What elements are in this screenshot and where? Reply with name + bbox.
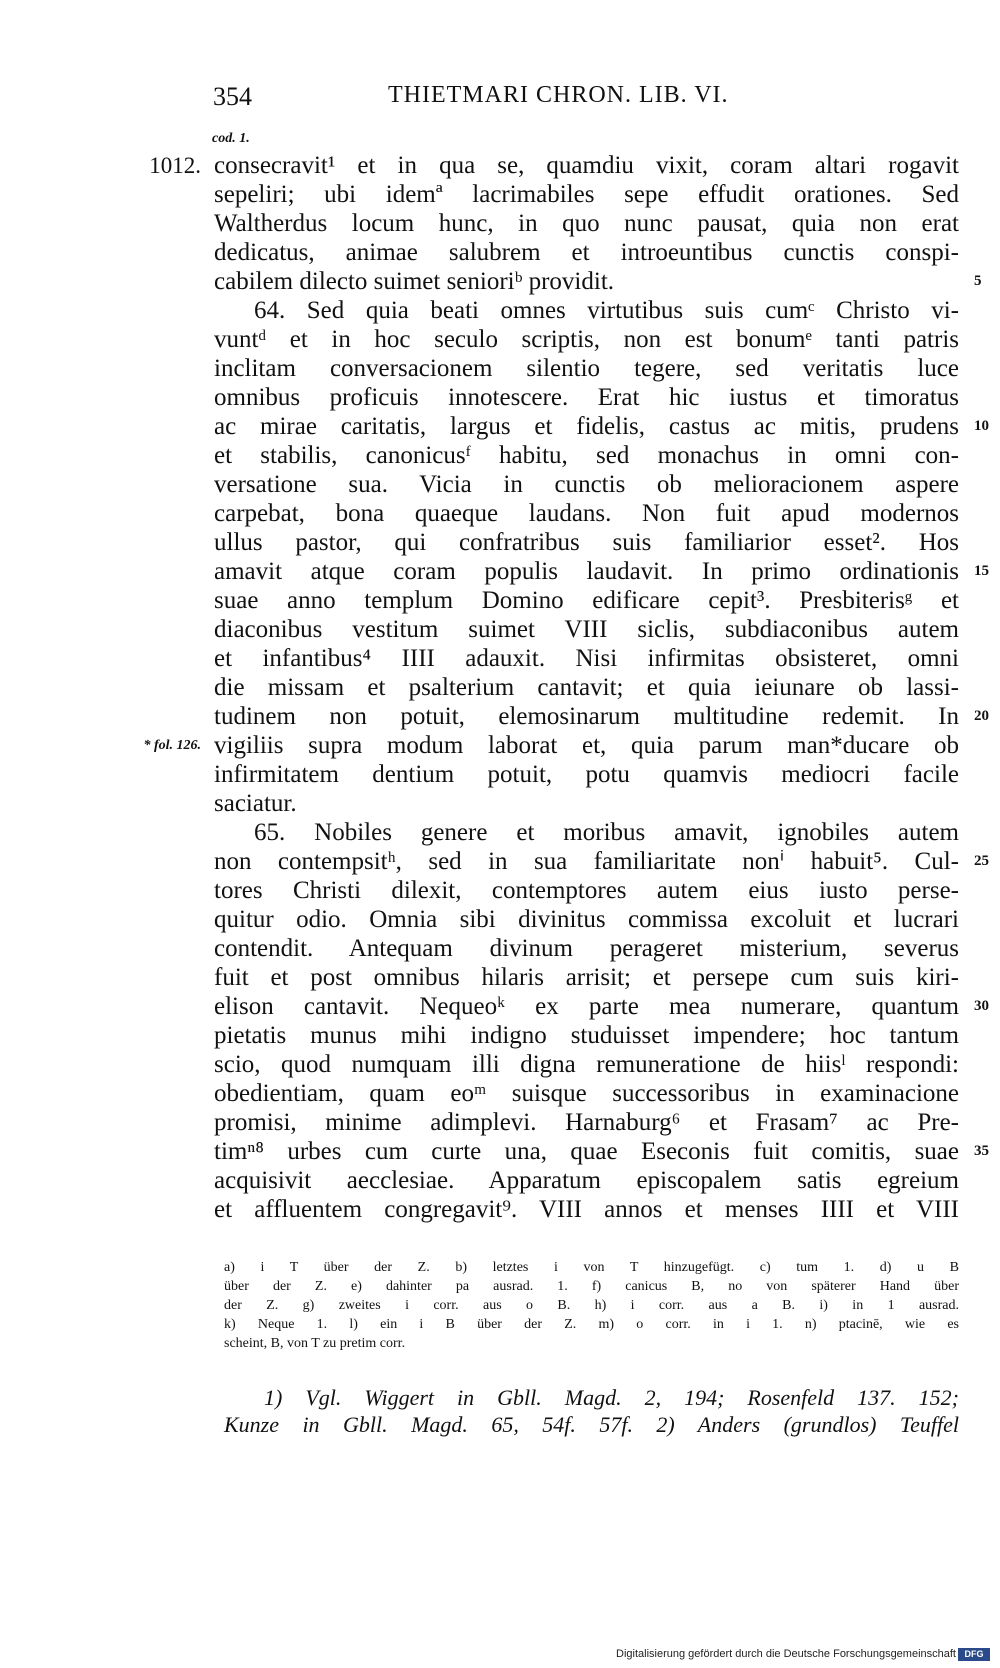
line-text: et stabilis, canonicusᶠ habitu, sed monachus in omni con-	[214, 442, 959, 469]
line-text: ullus pastor, qui confratribus suis familiarior esset². Hos	[214, 529, 959, 556]
text-line	[214, 267, 982, 296]
line-text: 64. Sed quia beati omnes virtutibus suis cumᶜ Christo vi-	[254, 297, 959, 324]
line-number: 10	[974, 418, 989, 434]
line-text: et affluentem congregavit⁹. VIII annos et menses IIII et VIII	[214, 1196, 959, 1223]
text-line	[214, 963, 959, 992]
text-line	[214, 644, 959, 673]
main-text	[143, 151, 989, 1224]
line-text: omnibus proficuis innotescere. Erat hic iustus et timoratus	[214, 384, 959, 411]
line-text: quitur odio. Omnia sibi divinitus commissa excoluit et lucrari	[214, 906, 959, 933]
text-line	[214, 238, 959, 267]
text-line	[214, 470, 959, 499]
line-text: suae anno templum Domino edificare cepit³. Presbiterisᵍ et	[214, 587, 959, 614]
text-line	[214, 586, 959, 615]
line-text: carpebat, bona quaeque laudans. Non fuit apud modernos	[214, 500, 959, 527]
line-text: cabilem dilecto suimet senioriᵇ providit.	[214, 268, 615, 295]
text-line	[214, 847, 989, 876]
text-line	[214, 702, 989, 731]
text-line	[214, 209, 959, 238]
critical-note-line: der Z. g) zweites i corr. aus o B. h) i corr. aus a B. i) in 1 ausrad.	[224, 1298, 959, 1313]
text-line	[149, 151, 959, 180]
line-text: dedicatus, animae salubrem et introeuntibus cunctis conspi-	[214, 239, 959, 266]
text-line	[214, 499, 959, 528]
line-text: 65. Nobiles genere et moribus amavit, ignobiles autem	[254, 819, 959, 846]
line-text: inclitam conversacionem silentio tegere, sed veritatis luce	[214, 355, 959, 382]
line-text: elison cantavit. Nequeoᵏ ex parte mea numerare, quantum	[214, 993, 959, 1020]
text-line	[214, 296, 959, 325]
footnote-line: Kunze in Gbll. Magd. 65, 54f. 57f. 2) Anders (grundlos) Teuffel	[224, 1412, 959, 1437]
line-number: 15	[974, 563, 989, 579]
line-text: promisi, minime adimplevi. Harnaburg⁶ et Frasam⁷ ac Pre-	[214, 1109, 959, 1136]
text-line	[214, 760, 959, 789]
line-text: consecravit¹ et in qua se, quamdiu vixit, coram altari rogavit	[214, 152, 959, 179]
line-text: timⁿ⁸ urbes cum curte una, quae Eseconis fuit comitis, suae	[214, 1138, 959, 1165]
line-text: scio, quod numquam illi digna remuneratione de hiisˡ respondi:	[214, 1051, 959, 1078]
text-line	[214, 1021, 959, 1050]
text-line	[214, 383, 959, 412]
footnote-line: 1) Vgl. Wiggert in Gbll. Magd. 2, 194; Rosenfeld 137. 152;	[264, 1385, 959, 1410]
line-number: 5	[974, 273, 982, 289]
text-line	[214, 818, 959, 847]
line-number: 35	[974, 1143, 989, 1159]
line-text: saciatur.	[214, 790, 297, 817]
line-text: vigiliis supra modum laborat et, quia parum man*ducare ob	[214, 732, 959, 759]
text-line	[214, 1137, 989, 1166]
text-line	[214, 992, 989, 1021]
text-line	[214, 1050, 959, 1079]
text-line	[214, 1195, 959, 1224]
line-text: et infantibus⁴ IIII adauxit. Nisi infirmitas obsisteret, omni	[214, 645, 959, 672]
line-text: diaconibus vestitum suimet VIII siclis, subdiaconibus autem	[214, 616, 959, 643]
text-line	[214, 1079, 959, 1108]
line-number: 30	[974, 998, 989, 1014]
critical-note-line: k) Neque 1. l) ein i B über der Z. m) o corr. in i 1. n) ptacinē, wie es	[224, 1317, 959, 1332]
digitization-credit: Digitalisierung gefördert durch die Deutsche Forschungsgemeinschaft	[616, 1648, 956, 1660]
critical-note-line: über der Z. e) dahinter pa ausrad. 1. f) canicus B, no von späterer Hand über	[224, 1279, 959, 1294]
text-line	[143, 731, 959, 760]
line-text: infirmitatem dentium potuit, potu quamvis mediocri facile	[214, 761, 959, 788]
cod-label: cod. 1.	[212, 131, 250, 146]
text-line	[214, 876, 959, 905]
page-number: 354	[213, 82, 252, 111]
line-text: pietatis munus mihi indigno studuisset impendere; hoc tantum	[214, 1022, 959, 1049]
year-marker: 1012.	[149, 153, 201, 178]
text-line	[214, 528, 959, 557]
line-text: ac mirae caritatis, largus et fidelis, castus ac mitis, prudens	[214, 413, 959, 440]
text-line	[214, 934, 959, 963]
line-text: acquisivit aecclesiae. Apparatum episcopalem satis egreium	[214, 1167, 959, 1194]
footnotes	[224, 1384, 959, 1438]
text-line	[214, 1166, 959, 1195]
critical-apparatus	[224, 1258, 959, 1353]
text-line	[214, 615, 959, 644]
line-text: obedientiam, quam eoᵐ suisque successoribus in examinacione	[214, 1080, 959, 1107]
line-text: Waltherdus locum hunc, in quo nunc pausat, quia non erat	[214, 210, 959, 237]
line-text: amavit atque coram populis laudavit. In primo ordinationis	[214, 558, 959, 585]
line-text: contendit. Antequam divinum perageret misterium, severus	[214, 935, 959, 962]
running-head: THIETMARI CHRON. LIB. VI.	[388, 82, 729, 108]
page-footer	[0, 1648, 1000, 1664]
text-line	[214, 354, 959, 383]
line-number: 25	[974, 853, 989, 869]
line-text: die missam et psalterium cantavit; et quia ieiunare ob lassi-	[214, 674, 959, 701]
folio-marker: * fol. 126.	[143, 738, 201, 753]
text-line	[214, 325, 959, 354]
critical-note-line: scheint, B, von T zu pretim corr.	[224, 1336, 406, 1351]
line-text: sepeliri; ubi idemª lacrimabiles sepe effudit orationes. Sed	[214, 181, 959, 208]
text-line	[214, 180, 959, 209]
dfg-logo: DFG	[958, 1648, 990, 1661]
line-text: fuit et post omnibus hilaris arrisit; et persepe cum suis kiri-	[214, 964, 959, 991]
line-text: vuntᵈ et in hoc seculo scriptis, non est bonumᵉ tanti patris	[214, 326, 959, 353]
text-line	[214, 905, 959, 934]
text-line	[214, 673, 959, 702]
line-text: versatione sua. Vicia in cunctis ob melioracionem aspere	[214, 471, 959, 498]
line-text: non contempsitʰ, sed in sua familiaritate nonⁱ habuit⁵. Cul-	[214, 848, 959, 875]
critical-note-line: a) i T über der Z. b) letztes i von T hinzugefügt. c) tum 1. d) u B	[224, 1260, 959, 1275]
text-line	[214, 1108, 959, 1137]
text-line	[214, 441, 959, 470]
text-line	[214, 412, 989, 441]
line-text: tores Christi dilexit, contemptores autem eius iusto perse-	[214, 877, 959, 904]
text-line	[214, 557, 989, 586]
line-text: tudinem non potuit, elemosinarum multitudine redemit. In	[214, 703, 959, 730]
page-header	[0, 82, 1000, 118]
line-number: 20	[974, 708, 989, 724]
text-line	[214, 789, 959, 818]
